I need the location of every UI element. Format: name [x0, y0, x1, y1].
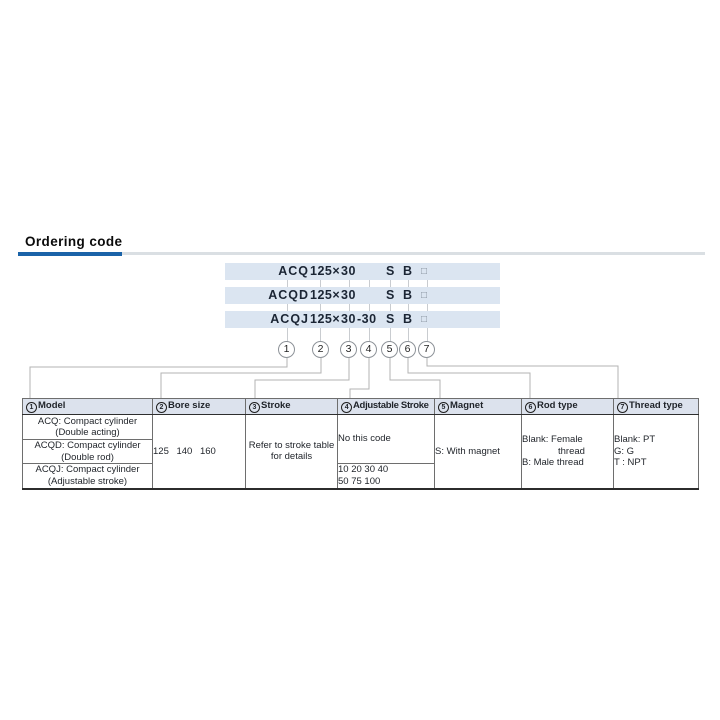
code-bore: 125×	[310, 288, 341, 302]
bore-size-cell: 125 140 160	[153, 415, 246, 489]
code-rod: B	[403, 288, 413, 302]
code-rod: B	[403, 312, 413, 326]
table-header-row	[23, 399, 699, 415]
callout-circle-1: 1	[278, 341, 295, 358]
model-acqj-cell: ACQJ: Compact cylinder (Adjustable stroke)	[23, 464, 153, 489]
magnet-cell: S: With magnet	[435, 415, 522, 489]
circled-number-icon: 3	[249, 402, 260, 413]
guide-line-7	[427, 272, 428, 342]
code-model: ACQJ	[270, 312, 309, 326]
code-model: ACQD	[268, 288, 309, 302]
code-bar-acq	[225, 263, 500, 280]
code-magnet: S	[386, 312, 395, 326]
rod-type-cell: Blank: Female thread B: Male thread	[522, 415, 614, 489]
code-stroke: 30	[341, 312, 356, 326]
callout-circle-2: 2	[312, 341, 329, 358]
circled-number-icon: 5	[438, 402, 449, 413]
callout-circle-5: 5	[381, 341, 398, 358]
code-rod: B	[403, 264, 413, 278]
code-bore: 125×	[310, 312, 341, 326]
callout-circle-3: 3	[340, 341, 357, 358]
table-row	[23, 415, 699, 440]
header-stroke: 3 Stroke	[246, 399, 338, 415]
code-thread-box: □	[421, 314, 428, 325]
code-magnet: S	[386, 264, 395, 278]
guide-line-5	[390, 272, 391, 342]
guide-line-3	[349, 272, 350, 342]
thread-type-cell: Blank: PT G: G T : NPT	[614, 415, 699, 489]
callout-circle-7: 7	[418, 341, 435, 358]
code-bar-acqj	[225, 311, 500, 328]
adjustable-stroke-values-cell: 10 20 30 40 50 75 100	[338, 464, 435, 489]
callout-connector-lines	[0, 358, 720, 398]
model-acqd-cell: ACQD: Compact cylinder (Double rod)	[23, 440, 153, 464]
section-title: Ordering code	[25, 234, 123, 249]
code-stroke: 30	[341, 288, 356, 302]
code-thread-box: □	[421, 290, 428, 301]
code-adjustable: -30	[357, 312, 377, 326]
adjustable-stroke-none-cell: No this code	[338, 415, 435, 464]
ordering-code-table	[22, 398, 699, 490]
code-model: ACQ	[278, 264, 309, 278]
guide-line-1	[287, 272, 288, 342]
code-bore: 125×	[310, 264, 341, 278]
code-thread-box: □	[421, 266, 428, 277]
circled-number-icon: 4	[341, 402, 352, 413]
circled-number-icon: 7	[617, 402, 628, 413]
circled-number-icon: 2	[156, 402, 167, 413]
header-adjustable-stroke: 4 Adjustable Stroke	[338, 399, 435, 415]
code-stroke: 30	[341, 264, 356, 278]
code-magnet: S	[386, 288, 395, 302]
header-bore-size: 2 Bore size	[153, 399, 246, 415]
guide-line-2	[320, 272, 321, 342]
circled-number-icon: 6	[525, 402, 536, 413]
header-magnet: 5 Magnet	[435, 399, 522, 415]
header-rod-type: 6 Rod type	[522, 399, 614, 415]
guide-line-4	[369, 272, 370, 342]
header-thread-type: 7 Thread type	[614, 399, 699, 415]
code-bar-acqd	[225, 287, 500, 304]
callout-circle-6: 6	[399, 341, 416, 358]
header-model: 1 Model	[23, 399, 153, 415]
title-underline-rule	[122, 252, 705, 255]
guide-line-6	[408, 272, 409, 342]
model-acq-cell: ACQ: Compact cylinder (Double acting)	[23, 415, 153, 440]
stroke-cell: Refer to stroke table for details	[246, 415, 338, 489]
circled-number-icon: 1	[26, 402, 37, 413]
callout-circle-4: 4	[360, 341, 377, 358]
title-underline-accent	[18, 252, 122, 256]
